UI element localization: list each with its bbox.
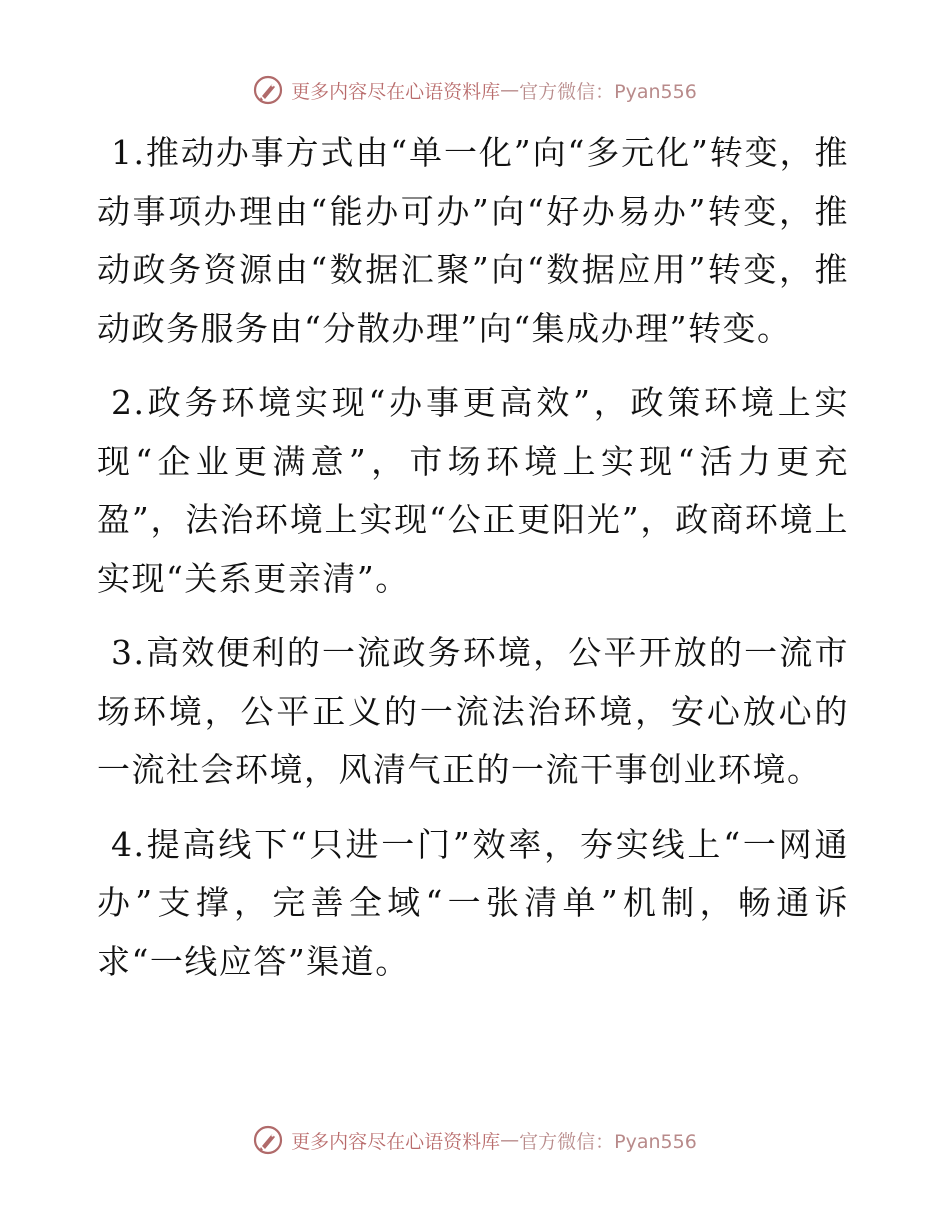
pen-nib-icon xyxy=(253,1125,283,1155)
paragraph-text: 高效便利的一流政务环境，公平开放的一流市场环境，公平正义的一流法治环境，安心放心的一流社会环境，风清气正的一流干事创业环境。 xyxy=(97,633,849,789)
paragraph-text: 提高线下“只进一门”效率，夯实线上“一网通办”支撑，完善全域“一张清单”机制，畅通诉求“一线应答”渠道。 xyxy=(97,824,849,981)
watermark-suffix-text: 官方微信：Pyan556 xyxy=(519,80,697,103)
watermark-dash: — xyxy=(500,79,520,101)
paragraph-number: 4. xyxy=(111,824,146,864)
pen-nib-icon xyxy=(253,75,283,105)
paragraph-1 xyxy=(97,124,849,358)
paragraph-number: 1. xyxy=(111,133,146,172)
paragraph-2 xyxy=(97,374,849,608)
paragraph-number: 3. xyxy=(111,633,146,672)
watermark-dash: — xyxy=(500,1129,520,1151)
paragraph-text: 推动办事方式由“单一化”向“多元化”转变，推动事项办理由“能办可办”向“好办易办”转变，推动政务资源由“数据汇聚”向“数据应用”转变，推动政务服务由“分散办理”向“集成办理”转变。 xyxy=(97,133,849,348)
paragraph-number: 2. xyxy=(111,383,146,422)
watermark-main-text: 更多内容尽在心语资料库 xyxy=(291,80,501,103)
watermark-main-text: 更多内容尽在心语资料库 xyxy=(291,1130,501,1153)
footer-watermark xyxy=(0,1120,950,1160)
header-watermark xyxy=(0,70,950,110)
document-body xyxy=(97,124,849,991)
paragraph-text: 政务环境实现“办事更高效”，政策环境上实现“企业更满意”，市场环境上实现“活力更充盈”，法治环境上实现“公正更阳光”，政商环境上实现“关系更亲清”。 xyxy=(97,383,849,598)
paragraph-3 xyxy=(97,624,849,800)
watermark-suffix-text: 官方微信：Pyan556 xyxy=(519,1130,697,1153)
paragraph-4 xyxy=(97,816,849,992)
